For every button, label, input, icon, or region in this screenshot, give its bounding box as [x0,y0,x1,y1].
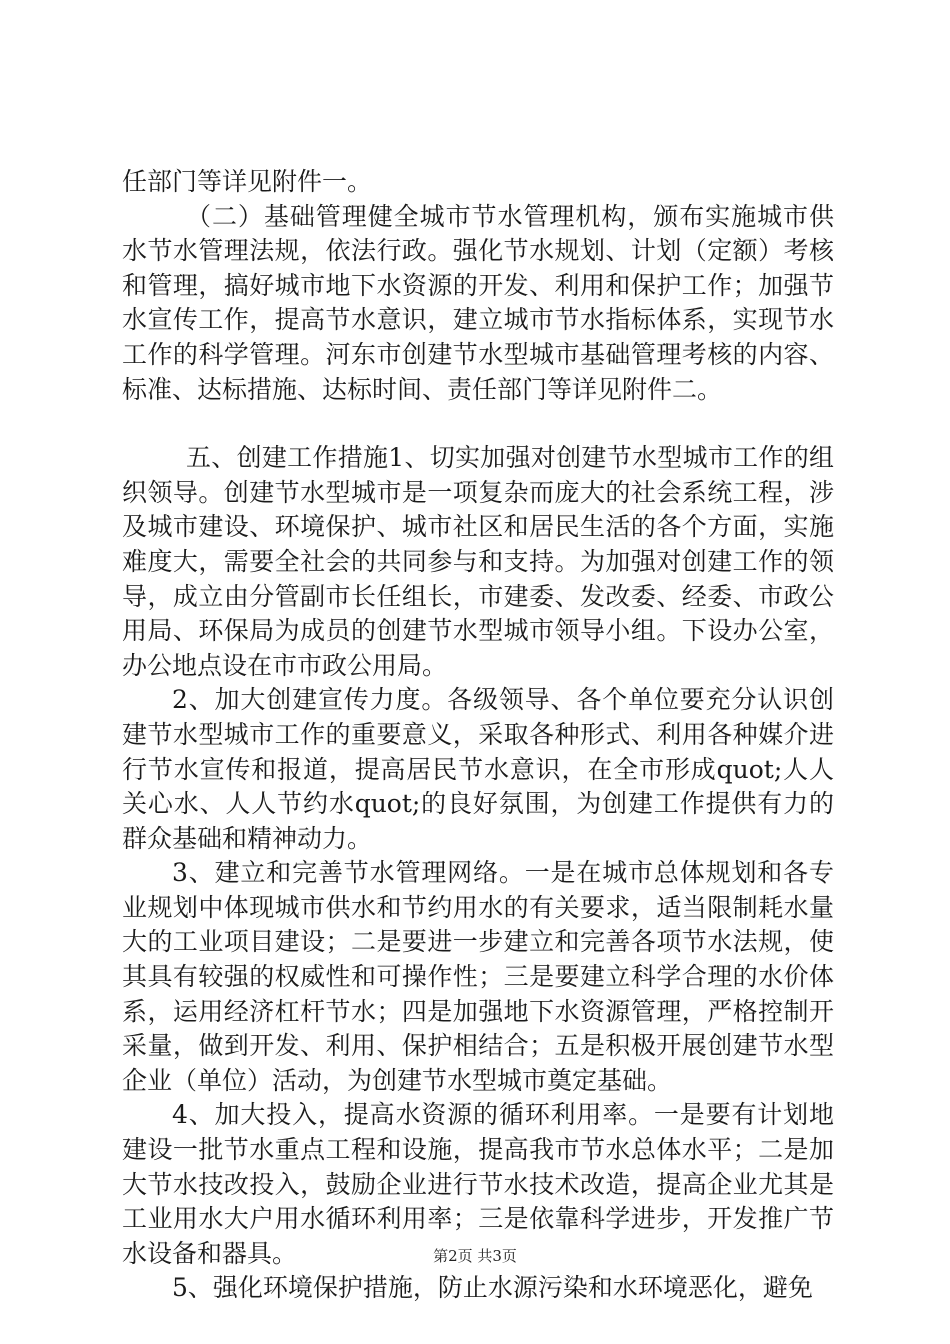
paragraph-measure-2: 2、加大创建宣传力度。各级领导、各个单位要充分认识创建节水型城市工作的重要意义，采取各种形式、利用各种媒介进行节水宣传和报道，提高居民节水意识，在全市形成quot;人人关心水、人人节约水quot;的良好氛围，为创建工作提供有力的群众基础和精神动力。 [122,685,834,853]
paragraph-continuation: 任部门等详见附件一。 [122,167,373,196]
paragraph-measure-5: 5、强化环境保护措施，防止水源污染和水环境恶化，避免 [172,1273,813,1303]
page-footer: 第2页 共3页 [433,1247,517,1265]
paragraph-section-five: 五、创建工作措施1、切实加强对创建节水型城市工作的组织领导。创建节水型城市是一项复杂而庞大的社会系统工程，涉及城市建设、环境保护、城市社区和居民生活的各个方面，实施难度大，需要全社会的共同参与和支持。为加强对创建工作的领导，成立由分管副市长任组长，市建委、发改委、经委、市政公用局、环保局为成员的创建节水型城市领导小组。下设办公室，办公地点设在市市政公用局。 [122,443,834,680]
paragraph-measure-4: 4、加大投入，提高水资源的循环利用率。一是要有计划地建设一批节水重点工程和设施，提高我市节水总体水平；二是加大节水技改投入，鼓励企业进行节水技术改造，提高企业尤其是工业用水大户用水循环利用率；三是依靠科学进步，开发推广节水设备和器具。 [122,1100,834,1268]
paragraph-basic-management: （二）基础管理健全城市节水管理机构，颁布实施城市供水节水管理法规，依法行政。强化节水规划、计划（定额）考核和管理，搞好城市地下水资源的开发、利用和保护工作；加强节水宣传工作，提高节水意识，建立城市节水指标体系，实现节水工作的科学管理。河东市创建节水型城市基础管理考核的内容、标准、达标措施、达标时间、责任部门等详见附件二。 [122,201,834,404]
paragraph-measure-3: 3、建立和完善节水管理网络。一是在城市总体规划和各专业规划中体现城市供水和节约用水的有关要求，适当限制耗水量大的工业项目建设；二是要进一步建立和完善各项节水法规，使其具有较强的权威性和可操作性；三是要建立科学合理的水价体系，运用经济杠杆节水；四是加强地下水资源管理，严格控制开采量，做到开发、利用、保护相结合；五是积极开展创建节水型企业（单位）活动，为创建节水型城市奠定基础。 [122,858,834,1095]
paragraph-spacer [122,407,834,441]
document-body [122,165,834,1306]
